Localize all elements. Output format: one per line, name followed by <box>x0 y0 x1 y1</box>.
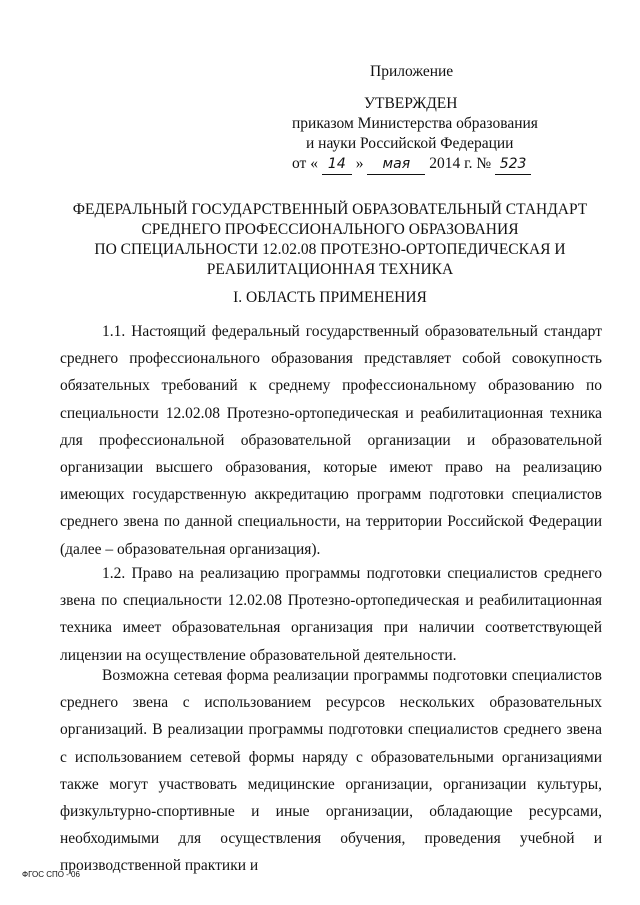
date-year: 2014 г. № <box>429 155 492 172</box>
section-heading: I. ОБЛАСТЬ ПРИМЕНЕНИЯ <box>233 289 427 306</box>
paragraph-network-form <box>60 662 602 880</box>
handwritten-day: 14 <box>322 154 352 175</box>
document-title <box>40 200 620 280</box>
footer-code: ФГОС СПО - 06 <box>22 870 80 879</box>
approval-authority-line2: и науки Российской Федерации <box>306 135 514 152</box>
approval-date-line <box>292 154 592 175</box>
title-line: РЕАБИЛИТАЦИОННАЯ ТЕХНИКА <box>206 261 454 278</box>
approved-label: УТВЕРЖДЕН <box>364 95 458 112</box>
approval-block <box>292 62 592 175</box>
title-line: СРЕДНЕГО ПРОФЕССИОНАЛЬНОГО ОБРАЗОВАНИЯ <box>141 221 519 238</box>
handwritten-order-number: 523 <box>495 154 531 175</box>
annex-label: Приложение <box>370 63 454 80</box>
paragraph-text: 1.1. Настоящий федеральный государственный образовательный стандарт среднего профессионального образования представляет собой совокупность обязательных требований к среднему профессиональному образованию по специальности 12.02.08 Протезно-ортопедическая и реабилитационная техника для профессиональной образовательной организации и образовательной организации высшего образования, которые имеют право на реализацию имеющих государственную аккредитацию программ подготовки специалистов среднего звена по данной специальности, на территории Российской Федерации (далее – образовательная организация). <box>60 323 602 558</box>
title-line: ФЕДЕРАЛЬНЫЙ ГОСУДАРСТВЕННЫЙ ОБРАЗОВАТЕЛЬНЫЙ СТАНДАРТ <box>72 201 588 218</box>
paragraph-1-1 <box>60 318 602 563</box>
handwritten-month: мая <box>367 154 425 175</box>
paragraph-1-2 <box>60 560 602 669</box>
title-line: ПО СПЕЦИАЛЬНОСТИ 12.02.08 ПРОТЕЗНО-ОРТОПЕДИЧЕСКАЯ И <box>94 241 566 258</box>
approval-authority-line1: приказом Министерства образования <box>292 115 538 132</box>
date-prefix: от « <box>292 155 318 172</box>
paragraph-text: Возможна сетевая форма реализации программы подготовки специалистов среднего звена с использованием ресурсов нескольких образовательных организаций. В реализации программы подготовки специалистов среднего звена с использованием сетевой формы наряду с образовательными организациями также могут участвовать медицинские организации, организации культуры, физкультурно-спортивные и иные организации, обладающие ресурсами, необходимыми для осуществления обучения, проведения учебной и производственной практики и <box>60 667 602 875</box>
paragraph-text: 1.2. Право на реализацию программы подготовки специалистов среднего звена по специальности 12.02.08 Протезно-ортопедическая и реабилитационная техника имеет образовательная организация при наличии соответствующей лицензии на осуществление образовательной деятельности. <box>60 565 602 664</box>
date-mid: » <box>355 155 364 172</box>
